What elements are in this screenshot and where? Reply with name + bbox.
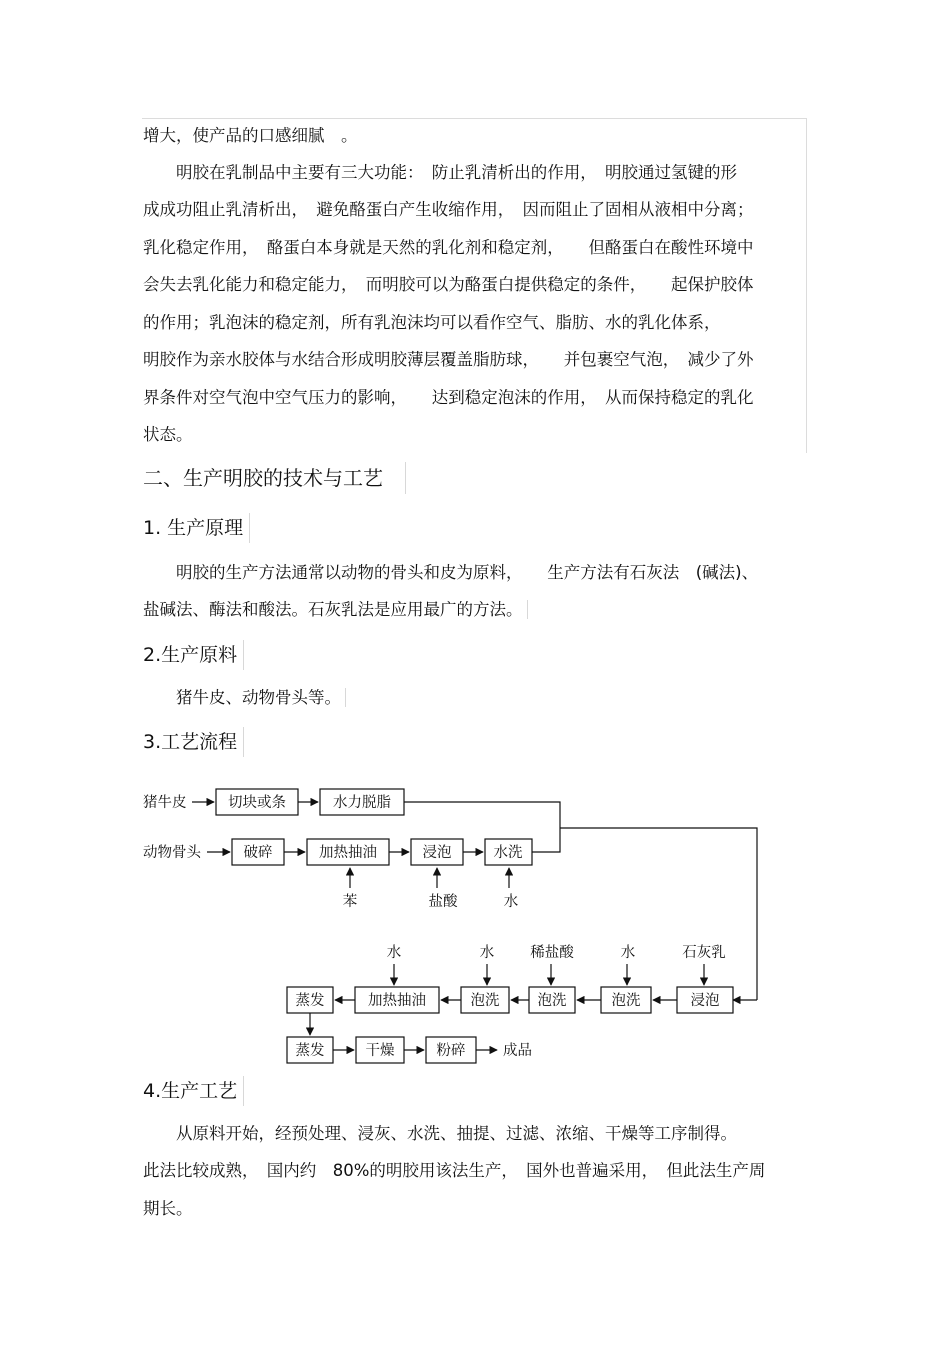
flow-box-evaporate-2: 蒸发 xyxy=(295,1043,325,1059)
flow-box-degrease: 水力脱脂 xyxy=(333,795,391,811)
flow-box-heat-extract-2: 加热抽油 xyxy=(368,993,426,1009)
flow-label-water-a: 水 xyxy=(386,945,402,961)
flow-label-product: 成品 xyxy=(503,1043,532,1059)
intro-line-8: 界条件对空气泡中空气压力的影响， 达到稳定泡沫的作用， 从而保持稳定的乳化 xyxy=(143,388,754,407)
subheading-principle: 1. 生产原理 xyxy=(143,513,250,543)
flow-box-evaporate: 蒸发 xyxy=(295,993,325,1009)
flow-label-hcl: 盐酸 xyxy=(428,894,458,910)
intro-line-2: 明胶在乳制品中主要有三大功能： 防止乳清析出的作用， 明胶通过氢键的形 xyxy=(143,163,737,182)
flow-label-lime-milk: 石灰乳 xyxy=(682,945,726,961)
flow-box-crush: 破碎 xyxy=(243,845,273,861)
intro-line-3: 成成功阻止乳清析出， 避免酪蛋白产生收缩作用， 因而阻止了固相从液相中分离； xyxy=(143,200,754,219)
craft-line-2: 此法比较成熟， 国内约 80%的明胶用该法生产， 国外也普遍采用， 但此法生产周 xyxy=(143,1161,766,1180)
flow-input-bones: 动物骨头 xyxy=(143,845,201,861)
flow-box-soak-2: 浸泡 xyxy=(690,993,720,1009)
flow-box-rinse-2: 泡洗 xyxy=(537,993,567,1009)
flow-input-pig-skin: 猪牛皮 xyxy=(143,795,187,811)
flow-box-cut: 切块或条 xyxy=(228,795,286,811)
flow-box-dry: 干燥 xyxy=(365,1043,395,1059)
flow-label-benzene: 苯 xyxy=(342,894,358,910)
subheading-materials: 2.生产原料 xyxy=(143,640,244,670)
flow-box-soak: 浸泡 xyxy=(422,845,452,861)
flow-box-heat-extract: 加热抽油 xyxy=(319,845,377,861)
intro-line-6: 的作用；乳泡沫的稳定剂，所有乳泡沫均可以看作空气、脂肪、水的乳化体系， xyxy=(143,313,721,332)
flow-label-water-b: 水 xyxy=(479,945,495,961)
principle-line-1: 明胶的生产方法通常以动物的骨头和皮为原料， 生产方法有石灰法 (碱法)、 xyxy=(143,563,759,582)
craft-line-3: 期长。 xyxy=(143,1199,193,1218)
intro-line-9: 状态。 xyxy=(143,425,193,444)
flow-box-rinse-3: 泡洗 xyxy=(611,993,641,1009)
flow-label-water: 水 xyxy=(503,894,519,910)
principle-line-2-text: 盐碱法、酶法和酸法。石灰乳法是应用最广的方法。 xyxy=(143,600,528,619)
materials-text: 猪牛皮、动物骨头等。 xyxy=(143,688,346,707)
intro-line-4: 乳化稳定作用， 酪蛋白本身就是天然的乳化剂和稳定剂， 但酪蛋白在酸性环境中 xyxy=(143,238,754,257)
flow-box-rinse-1: 泡洗 xyxy=(470,993,500,1009)
intro-line-1: 增大，使产品的口感细腻 。 xyxy=(143,126,358,145)
flow-label-dilute-hcl: 稀盐酸 xyxy=(530,945,574,961)
section-heading: 二、生产明胶的技术与工艺 xyxy=(143,462,406,494)
craft-line-1: 从原料开始，经预处理、浸灰、水洗、抽提、过滤、浓缩、干燥等工序制得。 xyxy=(143,1124,737,1143)
flow-label-water-c: 水 xyxy=(620,945,636,961)
intro-line-7: 明胶作为亲水胶体与水结合形成明胶薄层覆盖脂肪球， 并包裹空气泡， 减少了外 xyxy=(143,350,754,369)
subheading-craft: 4.生产工艺 xyxy=(143,1076,244,1106)
intro-line-5: 会失去乳化能力和稳定能力， 而明胶可以为酪蛋白提供稳定的条件， 起保护胶体 xyxy=(143,275,754,294)
subheading-flow: 3.工艺流程 xyxy=(143,727,244,757)
flow-box-wash: 水洗 xyxy=(493,845,523,861)
flow-box-grind: 粉碎 xyxy=(436,1043,466,1059)
